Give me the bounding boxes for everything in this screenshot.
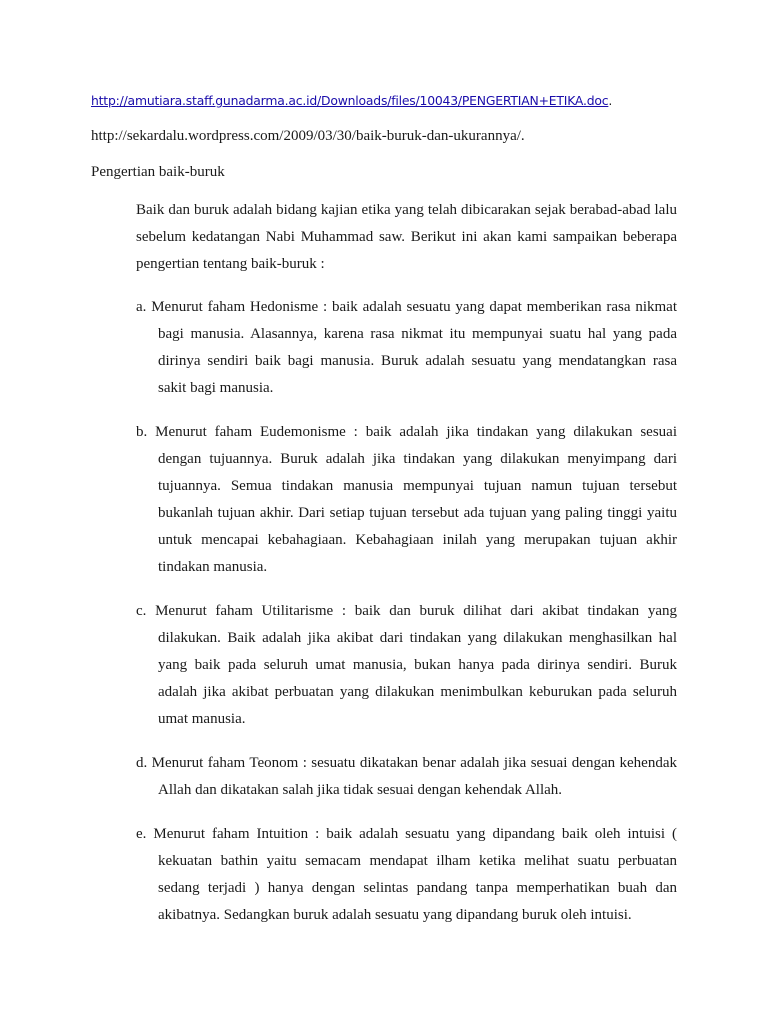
reference-link-gunadarma[interactable]: http://amutiara.staff.gunadarma.ac.id/Downloads/files/10043/PENGERTIAN+ETIKA.doc [91,93,609,108]
reference-link-line [91,93,612,108]
intro-paragraph: Baik dan buruk adalah bidang kajian etika yang telah dibicarakan sejak berabad-abad lalu sebelum kedatangan Nabi Muhammad saw. Berikut ini akan kami sampaikan beberapa pengertian tentang baik-buruk : [136,202,677,272]
list-item-intuition: e. Menurut faham Intuition : baik adalah sesuatu yang dipandang baik oleh intuisi ( kekuatan bathin yaitu semacam mendapat ilham ketika melihat suatu perbuatan sedang terjadi ) hanya dengan selintas pandang tanpa memperhatikan buah dan akibatnya. Sedangkan buruk adalah sesuatu yang dipandang buruk oleh intuisi. [136,826,677,923]
list-item-hedonisme: a. Menurut faham Hedonisme : baik adalah sesuatu yang dapat memberikan rasa nikmat bagi manusia. Alasannya, karena rasa nikmat itu mempunyai suatu hal yang pada dirinya sendiri baik bagi manusia. Buruk adalah sesuatu yang mendatangkan rasa sakit bagi manusia. [136,299,677,396]
list-item-utilitarisme: c. Menurut faham Utilitarisme : baik dan buruk dilihat dari akibat tindakan yang dilakukan. Baik adalah jika akibat dari tindakan yang dilakukan menghasilkan hal yang baik pada seluruh umat manusia, bukan hanya pada dirinya sendiri. Buruk adalah jika akibat perbuatan yang dilakukan menimbulkan keburukan pada seluruh umat manusia. [136,603,677,727]
list-item-eudemonisme: b. Menurut faham Eudemonisme : baik adalah jika tindakan yang dilakukan sesuai dengan tujuannya. Buruk adalah jika tindakan yang dilakukan menyimpang dari tujuannya. Semua tindakan manusia mempunyai tujuan namun tujuan tersebut bukanlah tujuan akhir. Dari setiap tujuan tersebut ada tujuan yang paling tinggi yaitu untuk mencapai kebahagiaan. Kebahagiaan inilah yang merupakan tujuan akhir tindakan manusia. [136,424,677,575]
reference-url-sekardalu: http://sekardalu.wordpress.com/2009/03/30/baik-buruk-dan-ukurannya/. [91,128,525,144]
section-title: Pengertian baik-buruk [91,164,225,180]
link-trailing-period: . [608,93,613,108]
list-item-teonom: d. Menurut faham Teonom : sesuatu dikatakan benar adalah jika sesuai dengan kehendak Allah dan dikatakan salah jika tidak sesuai dengan kehendak Allah. [136,755,677,798]
